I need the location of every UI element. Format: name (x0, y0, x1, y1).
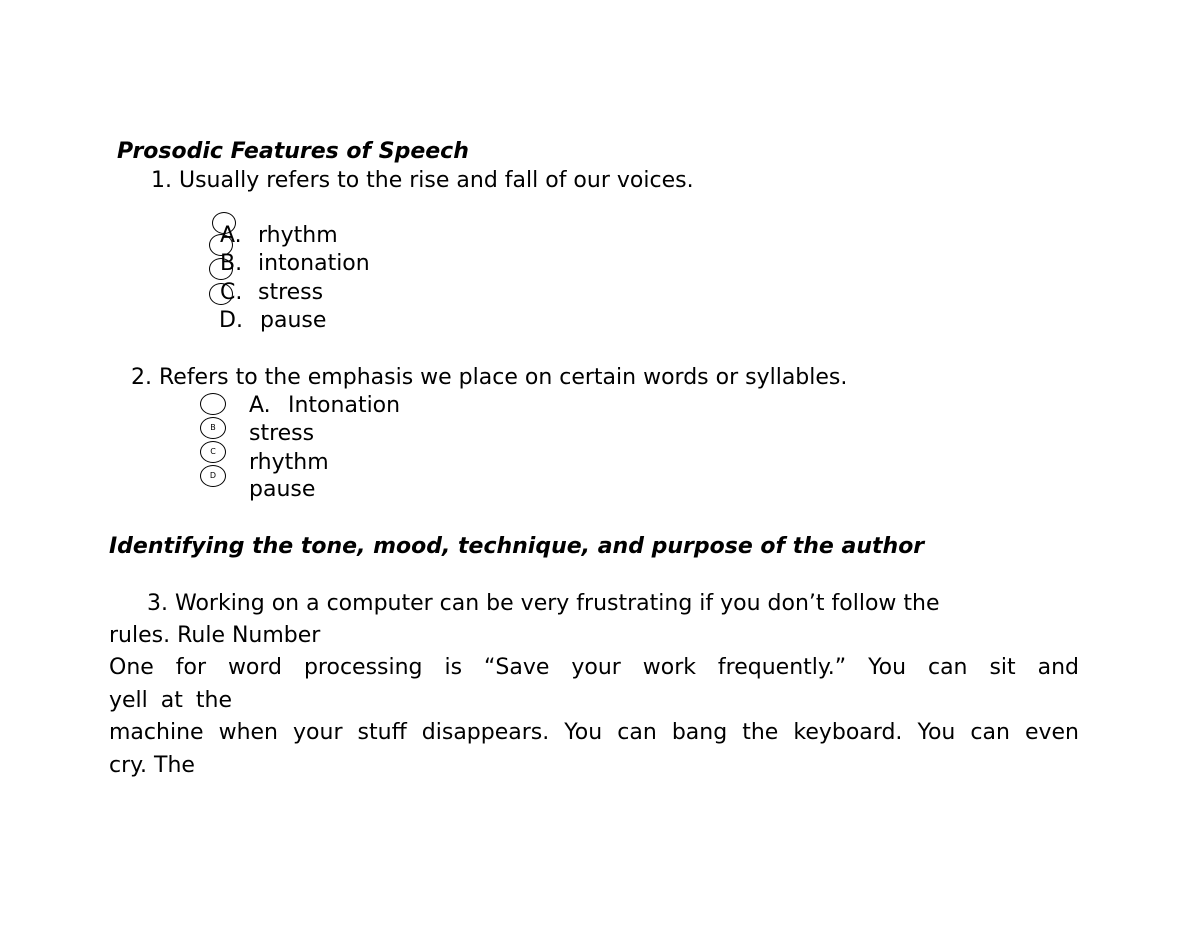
option-1d-text: pause (260, 308, 327, 333)
bubble-2b-label: B (210, 423, 216, 432)
bubble-2d-label: D (209, 471, 217, 480)
option-1d-letter: D. (219, 308, 243, 333)
option-1b-text: intonation (258, 251, 370, 276)
answer-bubble-2b[interactable] (200, 417, 226, 439)
option-2a-letter: A. (249, 393, 271, 418)
answer-bubble-2d[interactable] (200, 465, 226, 487)
option-1a-text: rhythm (258, 223, 338, 248)
question-3-line-4: yell at the (109, 688, 232, 713)
question-1-prompt: 1. Usually refers to the rise and fall of our voices. (151, 168, 694, 193)
option-2d-text: pause (249, 477, 316, 502)
question-2-prompt: 2. Refers to the emphasis we place on certain words or syllables. (131, 365, 848, 390)
option-1c-text: stress (258, 280, 324, 305)
option-2c-text: rhythm (249, 450, 329, 475)
section-title-prosodic: Prosodic Features of Speech (117, 139, 469, 164)
option-1a-letter: A. (220, 223, 242, 248)
option-2a-text: Intonation (288, 393, 401, 418)
bubble-2c-label: C (210, 447, 216, 456)
question-3-line-3: One for word processing is “Save your work frequently.” You can sit and (109, 655, 1079, 680)
question-3-line-5: machine when your stuff disappears. You can bang the keyboard. You can even (109, 720, 1079, 745)
option-1c-letter: C. (220, 280, 243, 305)
answer-bubble-2c[interactable] (200, 441, 226, 463)
section-title-tone-mood: Identifying the tone, mood, technique, and purpose of the author (109, 534, 925, 559)
option-1b-letter: B. (220, 251, 243, 276)
question-3-line-6: cry. The (109, 753, 195, 778)
answer-bubble-2a[interactable] (200, 393, 226, 415)
question-3-line-1: 3. Working on a computer can be very frustrating if you don’t follow the (147, 591, 940, 616)
option-2b-text: stress (249, 421, 315, 446)
question-3-line-2: rules. Rule Number (109, 623, 321, 648)
